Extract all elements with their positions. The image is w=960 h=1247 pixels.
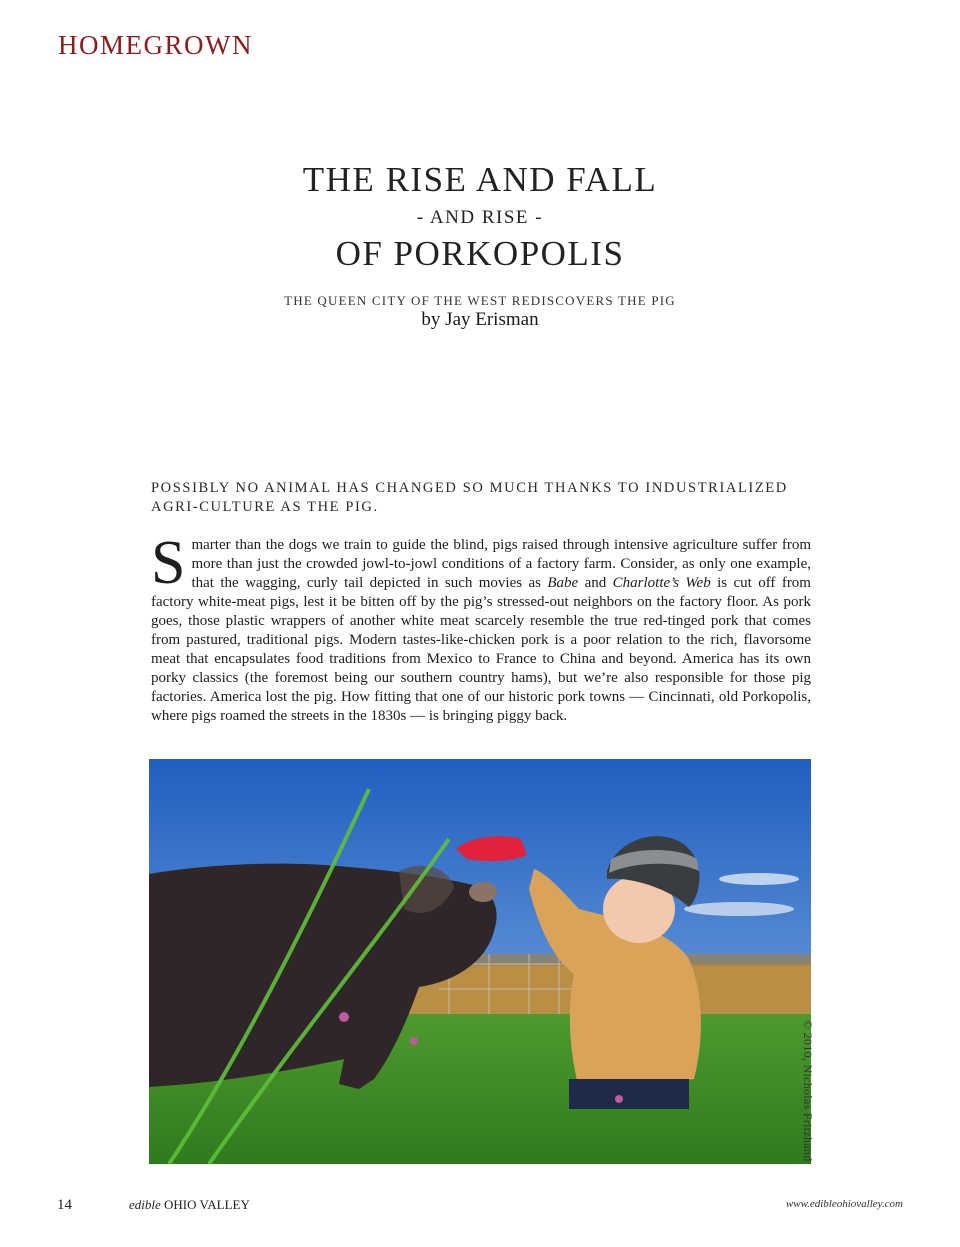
photo-child-with-pig (149, 759, 811, 1164)
clover-flower (339, 1012, 349, 1022)
lead-paragraph: POSSIBLY NO ANIMAL HAS CHANGED SO MUCH THANKS TO INDUSTRIALIZED AGRI-CULTURE AS THE PIG. (151, 480, 788, 515)
cloud (719, 873, 799, 885)
photo-credit (801, 1020, 832, 1164)
film-title-charlottes-web: Charlotte’s Web (612, 575, 711, 591)
headline-line-1: THE RISE AND FALL (302, 160, 658, 199)
pig-snout (469, 882, 497, 902)
child-pants (569, 1079, 689, 1109)
magazine-name-rest: OHIO VALLEY (160, 1197, 250, 1212)
article-body (151, 529, 811, 726)
clover-flower (615, 1095, 623, 1103)
drop-cap: S (151, 529, 186, 597)
section-label: HOMEGROWN (58, 30, 253, 60)
byline: by Jay Erisman (421, 309, 539, 330)
photo-credit-text: © 2010, Nicholas Fritzhand (801, 1020, 815, 1162)
clover-flower (410, 1037, 418, 1045)
headline-line-3: OF PORKOPOLIS (335, 234, 625, 273)
cloud (684, 902, 794, 916)
magazine-name-italic: edible (129, 1197, 161, 1212)
magazine-name (129, 1197, 250, 1213)
website-url: www.edibleohiovalley.com (785, 1198, 903, 1210)
article-photo (149, 759, 811, 1164)
headline-line-2: - AND RISE - (416, 207, 544, 228)
subtitle: THE QUEEN CITY OF THE WEST REDISCOVERS THE PIG (284, 293, 676, 308)
body-text-part-1: marter than the dogs we train to guide the blind, pigs raised through intensive agriculture suffer from more than just the crowded jowl-to-jowl conditions of a factory farm. Consider, as only one example, that the wagging, curly tail depicted in such movies as (191, 537, 811, 591)
film-title-babe: Babe (547, 575, 579, 591)
body-text-part-2: is cut off from factory white-meat pigs, lest it be bitten off by the pig’s stressed-out neighbors on the factory floor. As pork goes, those plastic wrappers of another white meat scarcely resemble the true red-tinged pork that comes from pastured, traditional pigs. Modern tastes-like-chicken pork is a poor relation to the rich, flavorsome meat that encapsulates food traditions from Mexico to France to China and beyond. America has its own porky classics (the foremost being our southern country hams), but we’re also responsible for those pig factories. America lost the pig. How fitting that one of our historic pork towns — Cincinnati, old Porkopolis, where pigs roamed the streets in the 1830s — is bringing piggy back. (151, 575, 811, 724)
page-number: 14 (57, 1197, 72, 1213)
body-text-and: and (578, 575, 613, 591)
